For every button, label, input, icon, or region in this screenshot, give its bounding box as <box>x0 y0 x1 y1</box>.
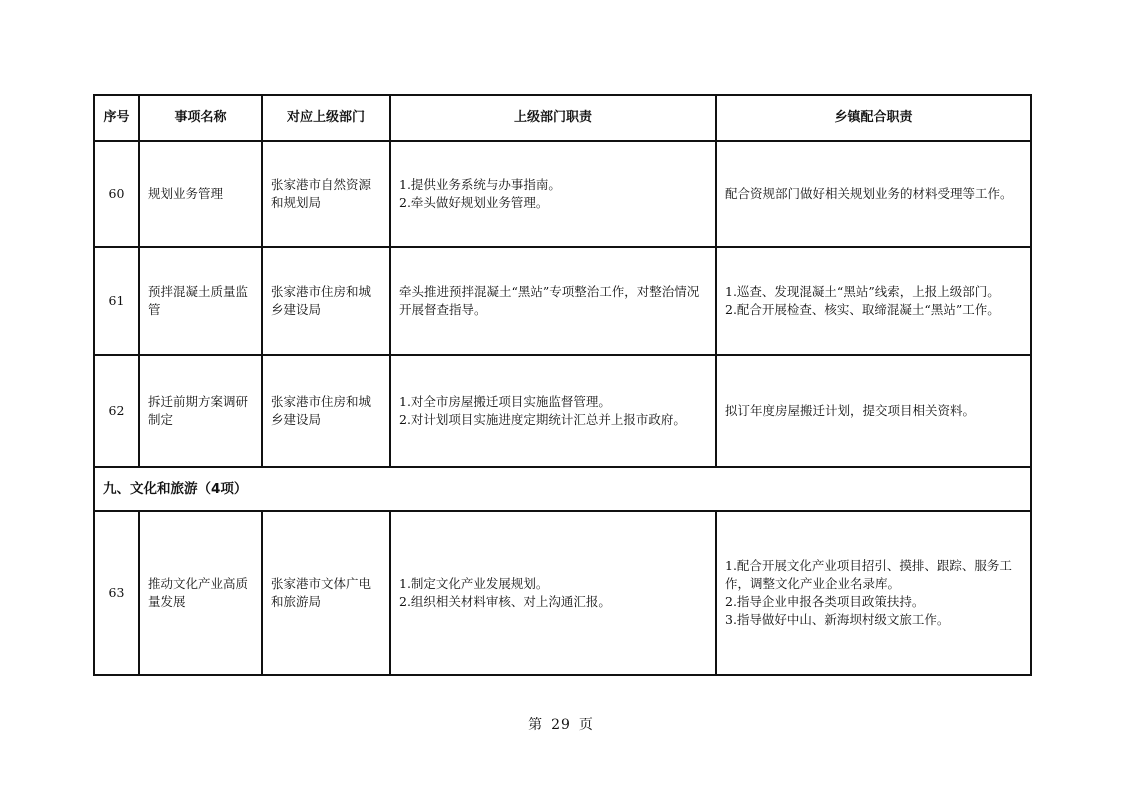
row-no: 62 <box>94 355 139 467</box>
section-title: 九、文化和旅游（4项） <box>94 467 1031 511</box>
row-upper-duty <box>390 511 716 675</box>
section-row <box>94 467 1031 511</box>
row-item: 推动文化产业高质量发展 <box>139 511 262 675</box>
header-no: 序号 <box>94 95 139 141</box>
row-dept: 张家港市住房和城乡建设局 <box>262 247 390 355</box>
duty-line: 1.配合开展文化产业项目招引、摸排、跟踪、服务工作，调整文化产业企业名录库。 <box>725 558 1012 591</box>
row-dept: 张家港市自然资源和规划局 <box>262 141 390 247</box>
header-dept: 对应上级部门 <box>262 95 390 141</box>
page-value: 29 <box>551 717 571 733</box>
row-dept: 张家港市文体广电和旅游局 <box>262 511 390 675</box>
duty-line: 拟订年度房屋搬迁计划，提交项目相关资料。 <box>725 403 976 418</box>
duty-line: 1.对全市房屋搬迁项目实施监督管理。 <box>399 394 611 409</box>
page-prefix: 第 <box>528 717 544 733</box>
header-upper-duty: 上级部门职责 <box>390 95 716 141</box>
duty-line: 配合资规部门做好相关规划业务的材料受理等工作。 <box>725 186 1013 201</box>
duty-line: 2.对计划项目实施进度定期统计汇总并上报市政府。 <box>399 412 686 427</box>
duty-line: 3.指导做好中山、新海坝村级文旅工作。 <box>725 612 950 627</box>
row-item: 预拌混凝土质量监管 <box>139 247 262 355</box>
page-number <box>0 714 1122 734</box>
row-item: 拆迁前期方案调研制定 <box>139 355 262 467</box>
table-row <box>94 247 1031 355</box>
row-dept: 张家港市住房和城乡建设局 <box>262 355 390 467</box>
page-suffix: 页 <box>578 717 594 733</box>
row-upper-duty <box>390 141 716 247</box>
row-upper-duty <box>390 355 716 467</box>
row-item: 规划业务管理 <box>139 141 262 247</box>
duty-line: 牵头推进预拌混凝土“黑站”专项整治工作，对整治情况开展督查指导。 <box>399 284 700 317</box>
duty-line: 1.制定文化产业发展规划。 <box>399 576 549 591</box>
row-no: 63 <box>94 511 139 675</box>
duty-line: 2.牵头做好规划业务管理。 <box>399 195 549 210</box>
row-town-duty <box>716 141 1031 247</box>
duty-line: 1.提供业务系统与办事指南。 <box>399 177 561 192</box>
row-town-duty <box>716 247 1031 355</box>
row-no: 61 <box>94 247 139 355</box>
duty-line: 1.巡查、发现混凝土“黑站”线索，上报上级部门。 <box>725 284 1000 299</box>
duty-line: 2.配合开展检查、核实、取缔混凝土“黑站”工作。 <box>725 302 1000 317</box>
table-row <box>94 355 1031 467</box>
header-item: 事项名称 <box>139 95 262 141</box>
duty-line: 2.组织相关材料审核、对上沟通汇报。 <box>399 594 611 609</box>
header-town-duty: 乡镇配合职责 <box>716 95 1031 141</box>
table-row <box>94 511 1031 675</box>
duty-table <box>93 94 1032 676</box>
row-upper-duty <box>390 247 716 355</box>
duty-line: 2.指导企业申报各类项目政策扶持。 <box>725 594 925 609</box>
table-header-row <box>94 95 1031 141</box>
row-town-duty <box>716 355 1031 467</box>
row-no: 60 <box>94 141 139 247</box>
row-town-duty <box>716 511 1031 675</box>
table-row <box>94 141 1031 247</box>
